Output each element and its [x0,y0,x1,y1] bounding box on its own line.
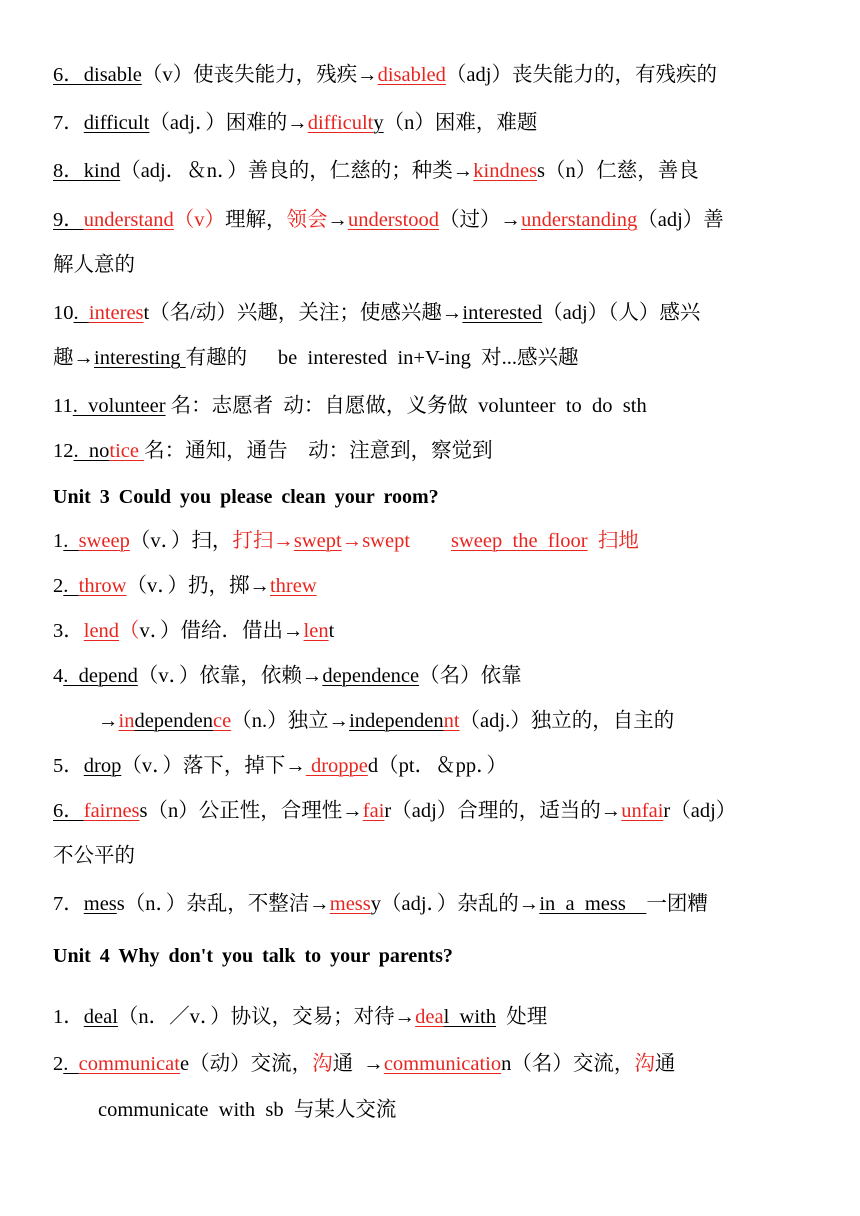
line-segment: . [73,302,89,324]
vocab-line [53,663,522,689]
line-segment: fairnes [83,800,140,822]
vocab-line [53,62,717,88]
line-segment: in [118,710,135,732]
line-segment: （adj）丧失能力的，有残疾的 [445,64,717,86]
heading-text: Unit 4 Why don't you talk to your parents? [53,945,453,967]
line-segment: →swept [341,530,452,552]
vocab-line [53,1004,547,1030]
vocab-line [98,1097,396,1123]
line-segment: r（adj）合理的，适当的→ [384,800,622,822]
line-segment: s（n）公正性，合理性→ [139,800,363,822]
line-segment: fai [362,800,385,822]
line-segment: 2 [53,575,64,597]
line-segment: （v）使丧失能力，残疾→ [141,64,378,86]
line-segment: l with [443,1006,497,1028]
line-segment: 趣→ [53,347,94,369]
line-segment: 通 [654,1053,676,1075]
line-segment: → [327,209,348,231]
line-segment: understood [347,209,440,231]
vocab-line [53,1051,675,1077]
line-segment: interested [462,302,543,324]
line-segment: dependen [134,710,213,732]
line-segment: . volunteer [72,395,166,417]
line-segment: threw [269,575,317,597]
unit-heading [53,943,453,969]
line-segment: 通 → [332,1053,384,1075]
vocab-line [98,708,674,734]
line-segment: lend [83,620,120,642]
unit-heading [53,484,439,510]
line-segment: 9． [53,209,84,231]
line-segment: 6． [53,64,84,86]
line-segment: 打扫→ [232,530,294,552]
heading-text: Unit 3 Could you please clean your room? [53,486,439,508]
line-segment: v．）借给．借出→ [139,620,304,642]
line-segment: communicatio [383,1053,502,1075]
line-segment: interesting [94,347,186,369]
line-segment: 1 [53,530,64,552]
line-segment: 3． [53,620,84,642]
line-segment: 有趣的 be interested in+V-ing 对...感兴趣 [185,347,579,369]
line-segment: swept [293,530,342,552]
line-segment: dea [415,1006,444,1028]
line-segment: 8．kind [53,160,121,182]
line-segment: mes [83,893,117,915]
vocab-line [53,618,334,644]
line-segment: drop [83,755,122,777]
line-segment: understand [83,209,174,231]
line-segment: 理解， [224,209,287,231]
line-segment: 5． [53,755,84,777]
line-segment: difficult [83,112,150,134]
line-segment: 7． [53,893,84,915]
vocab-line [53,573,317,599]
line-segment: （adj．）困难的→ [149,112,308,134]
line-segment: tice [109,440,145,462]
line-segment: nt [443,710,460,732]
vocab-line [53,528,639,554]
vocab-line [53,753,507,779]
line-segment: t [328,620,335,642]
line-segment: . depend [63,665,138,687]
line-segment: d（pt．＆pp．） [367,755,507,777]
line-segment: difficult [307,112,374,134]
line-segment: understanding [521,209,638,231]
line-segment: len [303,620,329,642]
vocab-line [53,300,700,326]
vocab-line [53,891,708,917]
line-segment: 7． [53,112,84,134]
line-segment: ce [213,710,232,732]
line-segment: （v．）落下，掉下→ [121,755,306,777]
line-segment: dependence [322,665,420,687]
vocab-line [53,843,135,869]
line-segment: 1． [53,1006,84,1028]
vocab-line [53,252,135,278]
line-segment: s（n．）杂乱，不整洁→ [116,893,330,915]
line-segment: kindnes [473,160,538,182]
line-segment: independen [349,710,444,732]
line-segment: （v．）扔，掷→ [126,575,270,597]
line-segment: in a mess [539,893,647,915]
line-segment: → [98,710,119,732]
line-segment: e（动）交流， [179,1053,313,1075]
line-segment: . [63,1053,79,1075]
line-segment: 处理 [496,1006,548,1028]
line-segment: communicat [78,1053,180,1075]
line-segment: 11 [53,395,73,417]
line-segment: 4 [53,665,64,687]
line-segment: y [373,112,384,134]
line-segment: disabled [377,64,446,86]
line-segment: . no [73,440,110,462]
line-segment: 沟 [634,1053,655,1075]
line-segment: droppe [305,755,368,777]
line-segment: throw [78,575,127,597]
line-segment: （n.）独立→ [231,710,350,732]
line-segment: 2 [53,1053,64,1075]
line-segment: （ [119,620,140,642]
line-segment: r（adj） [663,800,737,822]
line-segment: interes [88,302,144,324]
line-segment: sweep [78,530,130,552]
line-segment: unfai [621,800,664,822]
line-segment: sweep the floor [451,530,588,552]
line-segment: （过）→ [439,209,522,231]
line-segment: （v．）扫， [129,530,233,552]
line-segment: （n．／v．）协议，交易；对待→ [117,1006,416,1028]
line-segment: 名：通知，通告 动：注意到，察觉到 [144,440,493,462]
line-segment: 沟 [312,1053,333,1075]
line-segment: mess [329,893,371,915]
vocab-line [53,158,699,184]
line-segment: 解人意的 [53,254,135,276]
line-segment: （adj.）独立的，自主的 [459,710,675,732]
line-segment: 12 [53,440,74,462]
line-segment: 扫地 [587,530,639,552]
line-segment: （adj）（人）感兴 [542,302,701,324]
line-segment: （n）困难，难题 [383,112,538,134]
vocab-line [53,207,724,233]
line-segment: （adj．＆n．）善良的，仁慈的；种类→ [120,160,474,182]
line-segment: s（n）仁慈，善良 [537,160,699,182]
line-segment: . [63,530,79,552]
line-segment: 一团糟 [646,893,708,915]
line-segment: disable [83,64,142,86]
line-segment: （v） [173,209,225,231]
line-segment: 不公平的 [53,845,135,867]
line-segment: communicate with sb 与某人交流 [98,1099,397,1121]
line-segment: 名：志愿者 动：自愿做，义务做 volunteer to do sth [165,395,647,417]
line-segment: 6． [53,800,84,822]
vocab-line [53,345,579,371]
line-segment: y（adj．）杂乱的→ [370,893,540,915]
line-segment: 10 [53,302,74,324]
line-segment: （adj）善 [637,209,724,231]
vocab-line [53,798,736,824]
line-segment: t（名/动）兴趣，关注；使感兴趣→ [143,302,463,324]
line-segment: . [63,575,79,597]
vocab-line [53,438,493,464]
line-segment: n（名）交流， [501,1053,635,1075]
line-segment: deal [83,1006,118,1028]
line-segment: 领会 [286,209,328,231]
vocab-line [53,110,537,136]
vocab-line [53,393,647,419]
line-segment: （v．）依靠，依赖→ [137,665,323,687]
line-segment: （名）依靠 [419,665,522,687]
